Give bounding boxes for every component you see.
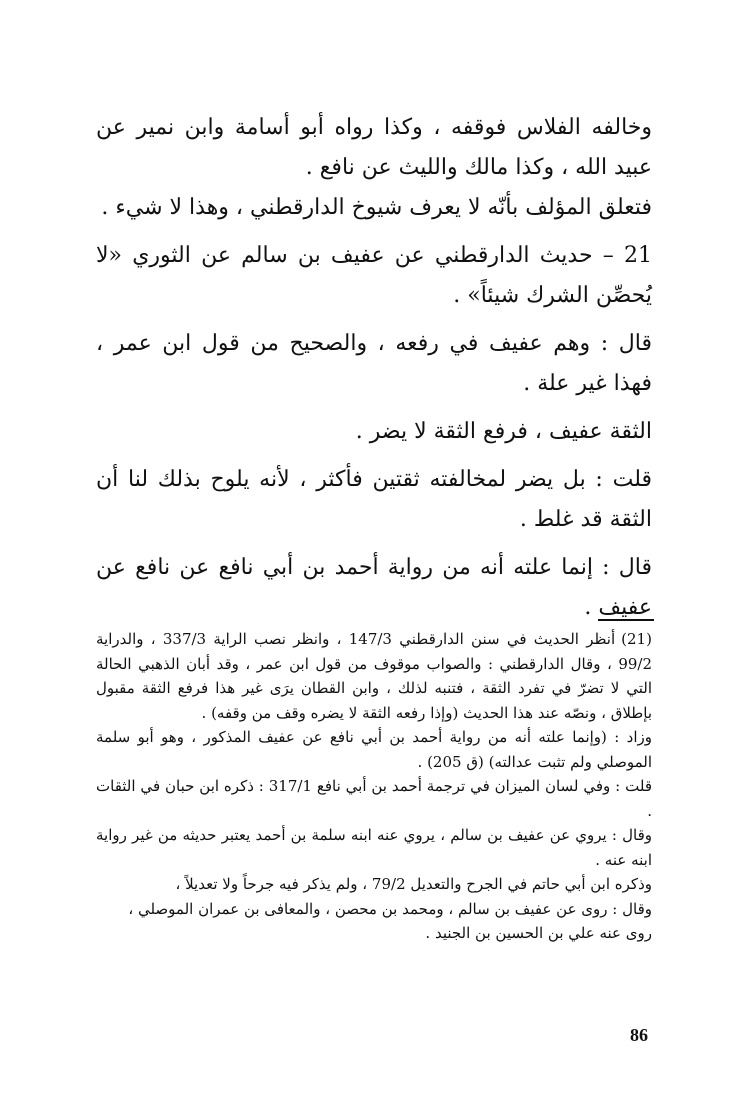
footnote-text: أنظر الحديث في سنن الدارقطني 147/3 ، وانظر نصب الراية 337/3 ، والدراية 99/2 ، وقال الدارقطني : والصواب موقوف من قول ابن عمر ، وقد أبان الذهبي الحالة التي لا تضرّ في تفرد الثقة ، فتنبه لذلك ، وابن القطان يرَى غير هذا فرفع الثقة مقبول بإطلاق ، ونصّه عند هذا الحديث (وإذا رفعه الثقة لا يضره وقف من وقفه) .: [96, 630, 652, 722]
paragraph: قال : وهم عفيف في رفعه ، والصحيح من قول ابن عمر ، فهذا غير علة .: [96, 331, 652, 396]
footnote-paragraph: قلت : وفي لسان الميزان في ترجمة أحمد بن أبي نافع 317/1 : ذكره ابن حبان في الثقات .: [96, 777, 652, 820]
main-text: [96, 108, 652, 636]
footnote-number: (21): [621, 630, 652, 648]
paragraph: 21 – حديث الدارقطني عن عفيف بن سالم عن الثوري «لا يُحصِّن الشرك شيئاً» .: [96, 243, 652, 308]
paragraph: الثقة عفيف ، فرفع الثقة لا يضر .: [355, 419, 652, 444]
footnote-paragraph: وزاد : (وإنما علته أنه من رواية أحمد بن أبي نافع عن عفيف المذكور ، وهو أبو سلمة الموصلي ولم تثبت عدالته) (ق 205) .: [96, 728, 652, 771]
footnotes: [96, 627, 652, 946]
footnote-paragraph: وذكره ابن أبي حاتم في الجرح والتعديل 79/2 ، ولم يذكر فيه جرحاً ولا تعديلاً ،: [175, 875, 652, 893]
footnote-separator: [598, 619, 654, 621]
footnote-paragraph: روى عنه علي بن الحسين بن الجنيد .: [425, 924, 652, 942]
footnote-paragraph: وقال : روى عن عفيف بن سالم ، ومحمد بن محصن ، والمعافى بن عمران الموصلي ،: [128, 899, 652, 918]
footnote-paragraph: [96, 627, 652, 725]
footnote-paragraph: وقال : يروي عن عفيف بن سالم ، يروي عنه ابنه سلمة بن أحمد يعتبر حديثه من غير رواية ابنه عنه .: [96, 826, 652, 869]
paragraph: قال : إنما علته أنه من رواية أحمد بن أبي نافع عن نافع عن عفيف .: [96, 555, 652, 620]
page-number: 86: [630, 1025, 648, 1045]
paragraph: قلت : بل يضر لمخالفته ثقتين فأكثر ، لأنه يلوح بذلك لنا أن الثقة قد غلط .: [96, 467, 652, 532]
paragraph: وخالفه الفلاس فوقفه ، وكذا رواه أبو أسامة وابن نمير عن عبيد الله ، وكذا مالك والليث عن نافع .: [96, 115, 652, 180]
paragraph: فتعلق المؤلف بأنّه لا يعرف شيوخ الدارقطني ، وهذا لا شيء .: [101, 195, 652, 220]
